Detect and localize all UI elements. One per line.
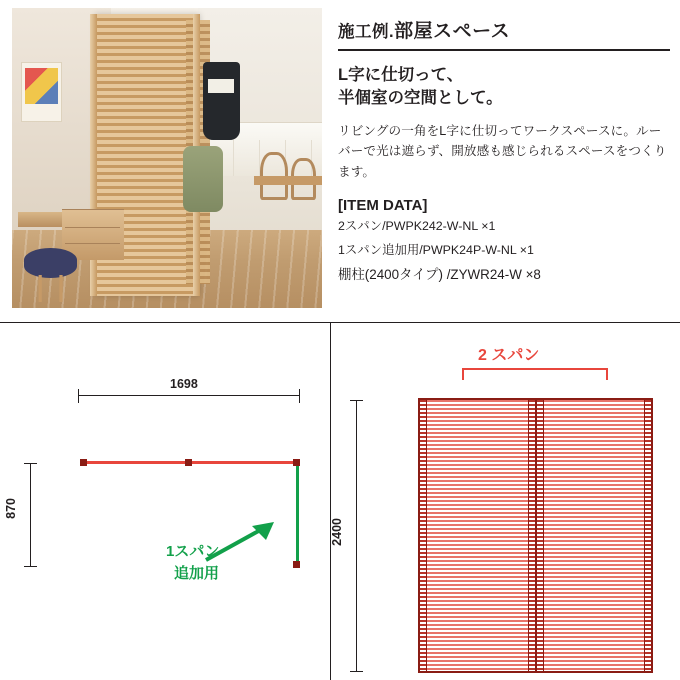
plan-dim-tick — [78, 389, 79, 403]
elevation-dim-tick — [350, 671, 363, 672]
callout-label-line-1: 1スパン — [166, 543, 220, 560]
body-copy: リビングの一角をL字に仕切ってワークスペースに。ルーバーで光は遮らず、開放感も感じられるスペースをつくります。 — [338, 123, 667, 179]
page-title-main: 部屋スペース — [394, 21, 511, 42]
callout-label-line-2: 追加用 — [174, 565, 220, 582]
elevation-height-dimension-line — [356, 400, 357, 672]
item-data-row: 棚柱(2400タイプ) /ZYWR24-W ×8 — [338, 267, 541, 283]
top-section — [0, 0, 680, 320]
plan-side-dimension-label: 870 — [4, 498, 18, 519]
plan-top-dimension-line — [78, 395, 300, 396]
louver-panel — [420, 400, 537, 671]
plan-top-dimension-label: 1698 — [170, 377, 198, 391]
photo-backpack — [183, 146, 223, 212]
span-bracket — [462, 368, 608, 380]
photo-stool-legs — [31, 275, 71, 302]
elevation-louver-panels — [418, 398, 653, 673]
span-label: 2 スパン — [478, 347, 540, 364]
photo-poster-art — [25, 68, 57, 104]
elevation-height-dimension-label: 2400 — [330, 518, 344, 546]
lead-line-2: 半個室の空間として。 — [338, 89, 503, 108]
page-title-prefix: 施工例. — [338, 23, 395, 41]
lead-heading — [338, 64, 670, 111]
photo-stool-seat — [24, 248, 77, 278]
plan-side-dimension-line — [30, 463, 31, 567]
item-data-row: 2スパン/PWPK242-W-NL ×1 — [338, 219, 496, 234]
plan-post-node — [80, 459, 87, 466]
item-data-row: 1スパン追加用/PWPK24P-W-NL ×1 — [338, 243, 534, 258]
plan-dim-tick — [24, 463, 37, 464]
plan-post-node — [293, 561, 300, 568]
title-divider — [338, 49, 670, 51]
plan-dim-tick — [299, 389, 300, 403]
plan-dim-tick — [24, 566, 37, 567]
louver-panel — [537, 400, 652, 671]
plan-post-node — [185, 459, 192, 466]
photo-poster — [21, 62, 61, 122]
item-data-heading: [ITEM DATA] — [338, 197, 428, 215]
photo-dining-table — [254, 176, 322, 185]
drawing-divider — [330, 323, 331, 680]
photo-hanging-bag — [203, 62, 240, 140]
text-column — [338, 16, 670, 289]
page-title — [338, 16, 670, 43]
lead-line-1: L字に仕切って、 — [338, 66, 464, 84]
elevation-dim-tick — [350, 400, 363, 401]
plan-post-node — [293, 459, 300, 466]
plan-rail-vertical-added — [296, 461, 299, 565]
installation-photo — [12, 8, 322, 308]
